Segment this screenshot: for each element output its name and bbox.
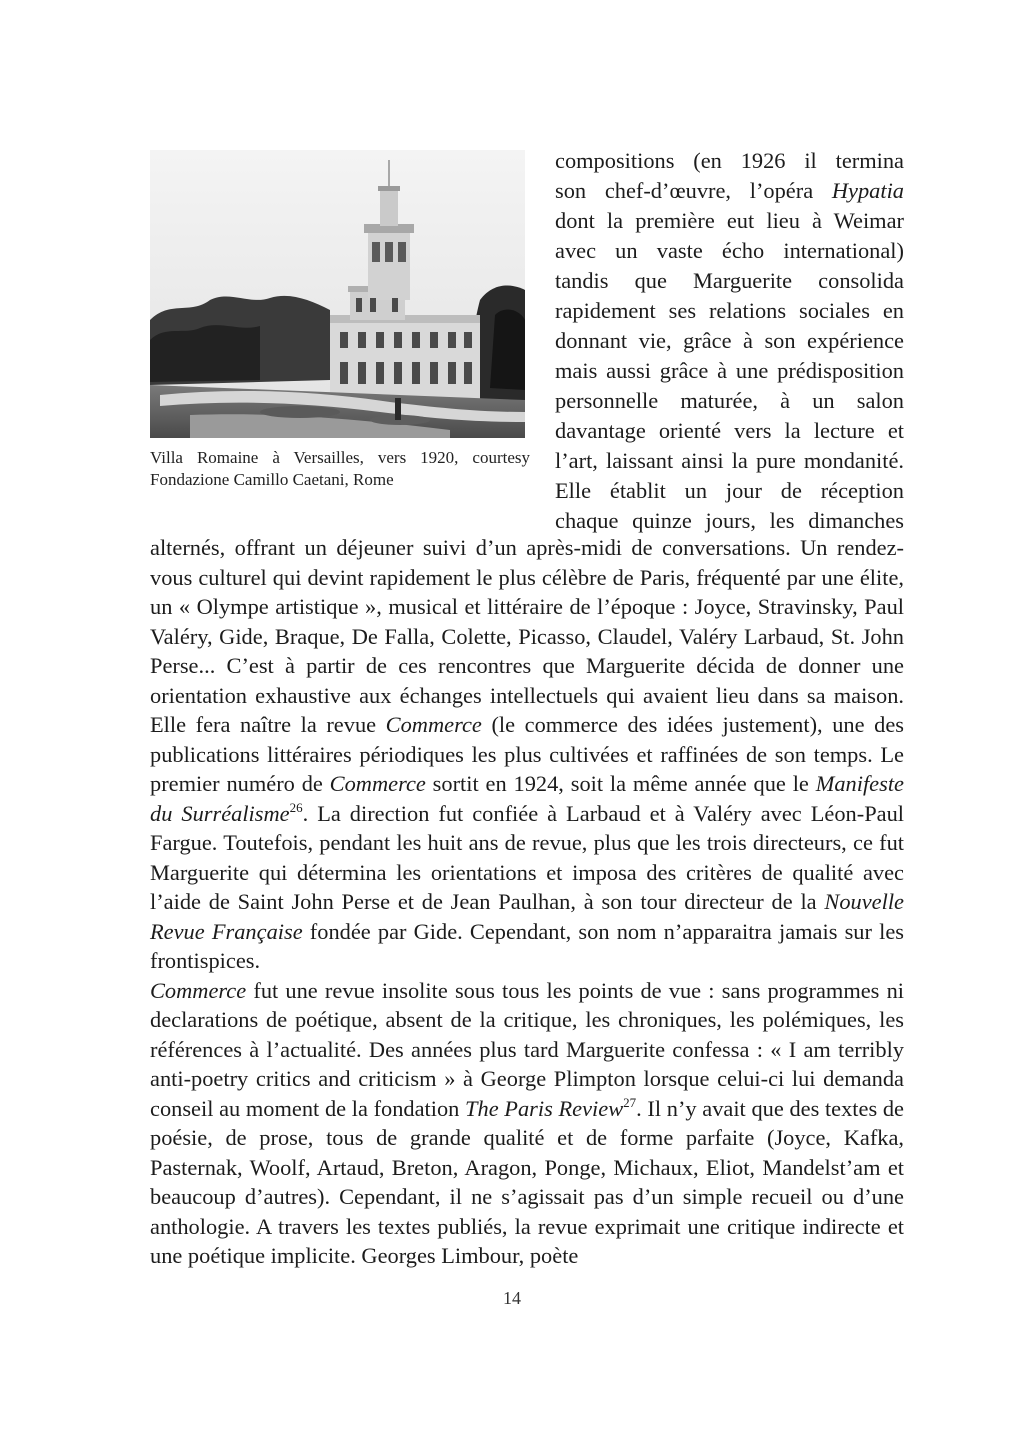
footnote-ref: 26: [289, 799, 303, 815]
text-line: personnelle maturée, à un salon: [555, 388, 904, 413]
text-line: dont la première eut lieu à Weimar: [555, 208, 904, 233]
text-line: rapidement ses relations sociales en: [555, 298, 904, 323]
text-line: donnant vie, grâce à son expérience: [555, 328, 904, 353]
villa-romaine-image: [150, 150, 525, 438]
text-line: mais aussi grâce à une prédisposition: [555, 358, 904, 383]
text-line: tandis que Marguerite consolida: [555, 268, 904, 293]
text-line: compositions (en 1926 il termina: [555, 148, 904, 173]
footnote-ref: 27: [623, 1094, 637, 1110]
text-line: avec un vaste écho international): [555, 238, 904, 263]
text-line: davantage orienté vers la lecture et: [555, 418, 904, 443]
text-line: son chef-d’œuvre, l’opéra Hypatia: [555, 178, 904, 203]
text-line: l’art, laissant ainsi la pure mondanité.: [555, 448, 904, 473]
main-body-text: [150, 533, 904, 1271]
figure-caption: Villa Romaine à Versailles, vers 1920, courtesy Fondazione Camillo Caetani, Rome: [150, 448, 530, 489]
page-number: 14: [503, 1288, 521, 1308]
paragraph: Commerce fut une revue insolite sous tous les points de vue : sans programmes ni declarations de poétique, absent de la critique, les chroniques, les polémiques, les références à l’actualité. Des années plus tard Marguerite confessa : « I am terribly anti-poetry critics and criticism » à George Plimpton lorsque celui-ci lui demanda conseil au moment de la fondation The Paris Review$^{27}$. Il n’y avait que des textes de poésie, de prose, tous de grande qualité et de forme parfaite (Joyce, Kafka, Pasternak, Woolf, Artaud, Breton, Aragon, Ponge, Michaux, Eliot, Mandelst’am et beaucoup d’autres). Cependant, il ne s’agissait pas d’un simple recueil ou d’une anthologie. A travers les textes publiés, la revue exprimait une critique indirecte et une poétique implicite. Georges Limbour, poète: [150, 977, 904, 1268]
italic-title: Hypatia: [831, 178, 904, 203]
villa-photo: [150, 150, 525, 438]
paragraph: alternés, offrant un déjeuner suivi d’un après-midi de conversations. Un rendez-vous culturel qui devint rapidement le plus célèbre de Paris, fréquenté par une élite, un « Olympe artistique », musical et littéraire de l’époque : Joyce, Stravinsky, Paul Valéry, Gide, Braque, De Falla, Colette, Picasso, Claudel, Valéry Larbaud, St. John Perse... C’est à partir de ces rencontres que Marguerite décida de donner une orientation exhaustive aux échanges intellectuels qui avaient lieu dans sa maison. Elle fera naître la revue Commerce (le commerce des idées justement), une des publications littéraires périodiques les plus cultivées et raffinées de son temps. Le premier numéro de Commerce sortit en 1924, soit la même année que le Manifeste du Surréalisme$^{26}$. La direction fut confiée à Larbaud et à Valéry avec Léon-Paul Fargue. Toutefois, pendant les huit ans de revue, plus que les trois directeurs, ce fut Marguerite qui détermina les orientations et imposa des critères de qualité avec l’aide de Saint John Perse et de Jean Paulhan, à son tour directeur de la Nouvelle Revue Française fondée par Gide. Cependant, son nom n’apparaitra jamais sur les frontispices.: [150, 535, 905, 973]
side-column-text: [555, 146, 904, 536]
text-line: Elle établit un jour de réception: [555, 478, 904, 503]
text-line: chaque quinze jours, les dimanches: [555, 508, 904, 533]
